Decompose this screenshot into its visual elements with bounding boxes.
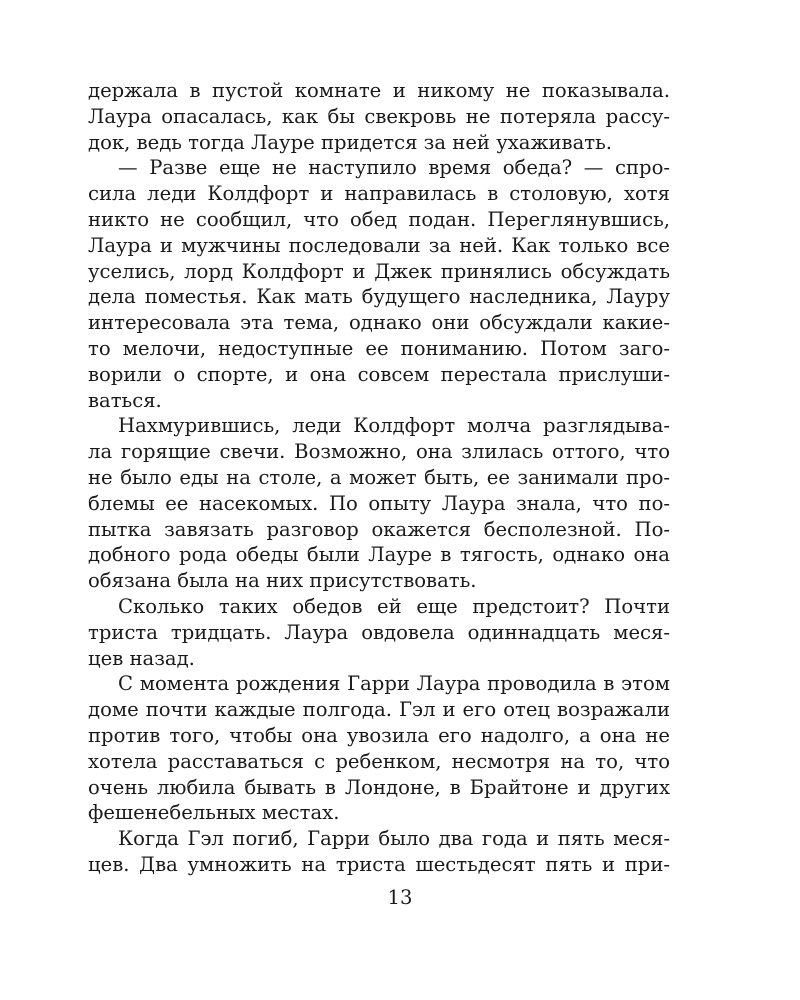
text-line: уселись, лорд Колдфорт и Джек принялись обсуждать <box>88 259 670 283</box>
text-line: Сколько таких обедов ей еще предстоит? Почти <box>118 594 670 618</box>
text-line: — Разве еще не наступило время обеда? — спро- <box>118 156 670 180</box>
text-line: Нахмурившись, леди Колдфорт молча разглядыва- <box>118 414 670 438</box>
text-line: сила леди Колдфорт и направилась в столовую, хотя <box>88 182 670 206</box>
text-line: очень любила бывать в Лондоне, в Брайтоне и других <box>88 775 670 799</box>
text-line: хотела расставаться с ребенком, несмотря на то, что <box>88 749 670 773</box>
text-line: док, ведь тогда Лауре придется за ней ухаживать. <box>88 130 613 154</box>
text-line: не было еды на столе, а может быть, ее занимали про- <box>88 465 670 489</box>
text-line: Лаура и мужчины последовали за ней. Как только все <box>88 233 670 257</box>
text-line: дела поместья. Как мать будущего наследника, Лауру <box>88 285 670 309</box>
text-line: ваться. <box>88 388 162 412</box>
text-line: ворили о спорте, и она совсем перестала прислуши- <box>88 362 670 386</box>
text-line: блемы ее насекомых. По опыту Лаура знала, что по- <box>88 491 670 515</box>
body-text <box>88 78 670 878</box>
text-line: Лаура опасалась, как бы свекровь не потеряла рассу- <box>88 104 670 128</box>
text-line: С момента рождения Гарри Лаура проводила в этом <box>118 672 670 696</box>
text-line: доме почти каждые полгода. Гэл и его отец возражали <box>88 698 670 722</box>
text-line: никто не сообщил, что обед подан. Переглянувшись, <box>88 207 670 231</box>
text-line: держала в пустой комнате и никому не показывала. <box>88 79 670 102</box>
text-line: ла горящие свечи. Возможно, она злилась оттого, что <box>88 440 670 464</box>
text-line: пытка завязать разговор окажется бесполезной. По- <box>88 517 670 541</box>
text-line: против того, чтобы она увозила его надолго, а она не <box>88 723 670 747</box>
text-line: цев. Два умножить на триста шестьдесят пять и при- <box>88 852 670 876</box>
text-line: цев назад. <box>88 646 195 670</box>
text-line: обязана была на них присутствовать. <box>88 569 477 593</box>
text-line: то мелочи, недоступные ее пониманию. Потом заго- <box>88 336 670 360</box>
text-line: триста тридцать. Лаура овдовела одиннадцать меся- <box>88 620 670 644</box>
text-line: Когда Гэл погиб, Гарри было два года и пять меся- <box>118 827 670 851</box>
text-line: добного рода обеды были Лауре в тягость, однако она <box>88 543 670 567</box>
text-line: интересовала эта тема, однако они обсуждали какие- <box>88 311 670 335</box>
text-line: фешенебельных местах. <box>88 801 340 825</box>
page-number: 13 <box>387 886 413 909</box>
